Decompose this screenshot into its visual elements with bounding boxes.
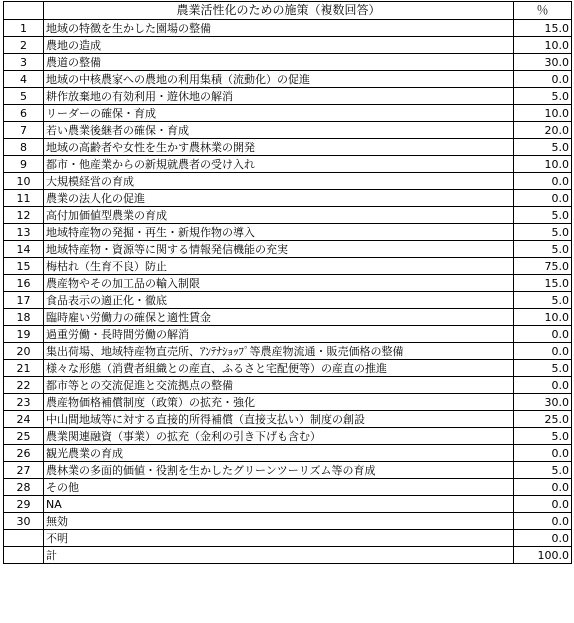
row-number xyxy=(4,547,44,564)
row-number: 24 xyxy=(4,411,44,428)
row-number: 15 xyxy=(4,258,44,275)
percent-value: 25.0 xyxy=(514,411,572,428)
row-number: 11 xyxy=(4,190,44,207)
measure-label: その他 xyxy=(44,479,514,496)
table-row xyxy=(4,190,572,207)
measure-label: 農業の法人化の促進 xyxy=(44,190,514,207)
table-row xyxy=(4,309,572,326)
table-row xyxy=(4,275,572,292)
table-row xyxy=(4,105,572,122)
measure-label: 食品表示の適正化・徹底 xyxy=(44,292,514,309)
row-number: 4 xyxy=(4,71,44,88)
measure-label: 大規模経営の育成 xyxy=(44,173,514,190)
measure-label: 都市等との交流促進と交流拠点の整備 xyxy=(44,377,514,394)
table-row xyxy=(4,71,572,88)
table-row xyxy=(4,530,572,547)
table-row xyxy=(4,241,572,258)
percent-value: 0.0 xyxy=(514,377,572,394)
row-number: 28 xyxy=(4,479,44,496)
measure-label: 耕作放棄地の有効利用・遊休地の解消 xyxy=(44,88,514,105)
measure-label: 不明 xyxy=(44,530,514,547)
percent-value: 5.0 xyxy=(514,224,572,241)
table-row xyxy=(4,394,572,411)
number-column-header xyxy=(4,2,44,20)
percent-value: 75.0 xyxy=(514,258,572,275)
row-number: 9 xyxy=(4,156,44,173)
measure-label: 過重労働・長時間労働の解消 xyxy=(44,326,514,343)
row-number: 1 xyxy=(4,20,44,37)
percent-value: 0.0 xyxy=(514,479,572,496)
table-row xyxy=(4,411,572,428)
table-row xyxy=(4,258,572,275)
percent-value: 20.0 xyxy=(514,122,572,139)
percent-column-header: ％ xyxy=(514,2,572,20)
measure-label: 農業関連融資（事業）の拡充（金利の引き下げも含む） xyxy=(44,428,514,445)
percent-value: 10.0 xyxy=(514,37,572,54)
percent-value: 100.0 xyxy=(514,547,572,564)
table-row xyxy=(4,139,572,156)
table-row xyxy=(4,462,572,479)
table-row xyxy=(4,445,572,462)
row-number: 3 xyxy=(4,54,44,71)
row-number: 18 xyxy=(4,309,44,326)
measure-label: 地域の特徴を生かした園場の整備 xyxy=(44,20,514,37)
percent-value: 0.0 xyxy=(514,326,572,343)
measure-label: 農道の整備 xyxy=(44,54,514,71)
percent-value: 0.0 xyxy=(514,71,572,88)
measure-label: NA xyxy=(44,496,514,513)
table-title: 農業活性化のための施策（複数回答） xyxy=(44,2,514,20)
row-number: 12 xyxy=(4,207,44,224)
measure-label: 梅枯れ（生育不良）防止 xyxy=(44,258,514,275)
percent-value: 15.0 xyxy=(514,275,572,292)
row-number: 29 xyxy=(4,496,44,513)
table-row xyxy=(4,224,572,241)
row-number: 20 xyxy=(4,343,44,360)
measure-label: 観光農業の育成 xyxy=(44,445,514,462)
row-number: 13 xyxy=(4,224,44,241)
percent-value: 0.0 xyxy=(514,513,572,530)
row-number xyxy=(4,530,44,547)
table-row xyxy=(4,547,572,564)
table-row xyxy=(4,343,572,360)
measure-label: 計 xyxy=(44,547,514,564)
table-row xyxy=(4,292,572,309)
row-number: 22 xyxy=(4,377,44,394)
row-number: 6 xyxy=(4,105,44,122)
table-row xyxy=(4,513,572,530)
row-number: 19 xyxy=(4,326,44,343)
percent-value: 10.0 xyxy=(514,309,572,326)
table-row xyxy=(4,54,572,71)
table-row xyxy=(4,156,572,173)
percent-value: 5.0 xyxy=(514,428,572,445)
measure-label: 若い農業後継者の確保・育成 xyxy=(44,122,514,139)
row-number: 26 xyxy=(4,445,44,462)
row-number: 21 xyxy=(4,360,44,377)
percent-value: 0.0 xyxy=(514,343,572,360)
table-row xyxy=(4,122,572,139)
row-number: 17 xyxy=(4,292,44,309)
row-number: 7 xyxy=(4,122,44,139)
table-row xyxy=(4,479,572,496)
table-row xyxy=(4,88,572,105)
row-number: 23 xyxy=(4,394,44,411)
measure-label: 地域特産物・資源等に関する情報発信機能の充実 xyxy=(44,241,514,258)
percent-value: 5.0 xyxy=(514,241,572,258)
header-row xyxy=(4,2,572,20)
table-row xyxy=(4,360,572,377)
measure-label: 地域特産物の発掘・再生・新規作物の導入 xyxy=(44,224,514,241)
measure-label: 農地の造成 xyxy=(44,37,514,54)
percent-value: 0.0 xyxy=(514,496,572,513)
table-row xyxy=(4,496,572,513)
row-number: 25 xyxy=(4,428,44,445)
percent-value: 0.0 xyxy=(514,173,572,190)
table-row xyxy=(4,173,572,190)
row-number: 16 xyxy=(4,275,44,292)
percent-value: 15.0 xyxy=(514,20,572,37)
percent-value: 5.0 xyxy=(514,207,572,224)
percent-value: 30.0 xyxy=(514,394,572,411)
measure-label: 様々な形態（消費者組織との産直、ふるさと宅配便等）の産直の推進 xyxy=(44,360,514,377)
percent-value: 0.0 xyxy=(514,530,572,547)
measure-label: リーダーの確保・育成 xyxy=(44,105,514,122)
measure-label: 地域の高齢者や女性を生かす農林業の開発 xyxy=(44,139,514,156)
row-number: 5 xyxy=(4,88,44,105)
measure-label: 中山間地域等に対する直接的所得補償（直接支払い）制度の創設 xyxy=(44,411,514,428)
percent-value: 0.0 xyxy=(514,445,572,462)
percent-value: 30.0 xyxy=(514,54,572,71)
measure-label: 農林業の多面的価値・役割を生かしたグリーンツーリズム等の育成 xyxy=(44,462,514,479)
table-row xyxy=(4,428,572,445)
measure-label: 地域の中核農家への農地の利用集積（流動化）の促進 xyxy=(44,71,514,88)
row-number: 27 xyxy=(4,462,44,479)
row-number: 30 xyxy=(4,513,44,530)
percent-value: 10.0 xyxy=(514,105,572,122)
table-row xyxy=(4,377,572,394)
row-number: 10 xyxy=(4,173,44,190)
row-number: 2 xyxy=(4,37,44,54)
measure-label: 農産物価格補償制度（政策）の拡充・強化 xyxy=(44,394,514,411)
measure-label: 都市・他産業からの新規就農者の受け入れ xyxy=(44,156,514,173)
table-row xyxy=(4,326,572,343)
table-row xyxy=(4,20,572,37)
percent-value: 0.0 xyxy=(514,190,572,207)
table-row xyxy=(4,207,572,224)
measure-label: 高付加価値型農業の育成 xyxy=(44,207,514,224)
measure-label: 農産物やその加工品の輸入制限 xyxy=(44,275,514,292)
survey-sheet xyxy=(3,1,572,564)
row-number: 8 xyxy=(4,139,44,156)
percent-value: 5.0 xyxy=(514,360,572,377)
measure-label: 臨時雇い労働力の確保と適性賃金 xyxy=(44,309,514,326)
percent-value: 5.0 xyxy=(514,139,572,156)
percent-value: 5.0 xyxy=(514,462,572,479)
percent-value: 5.0 xyxy=(514,88,572,105)
measure-label: 無効 xyxy=(44,513,514,530)
row-number: 14 xyxy=(4,241,44,258)
table-row xyxy=(4,37,572,54)
percent-value: 10.0 xyxy=(514,156,572,173)
measure-label: 集出荷場、地域特産物直売所、ｱﾝﾃﾅｼｮｯﾌﾟ等農産物流通・販売価格の整備 xyxy=(44,343,514,360)
percent-value: 5.0 xyxy=(514,292,572,309)
survey-table xyxy=(3,1,572,564)
survey-rows xyxy=(4,20,572,564)
